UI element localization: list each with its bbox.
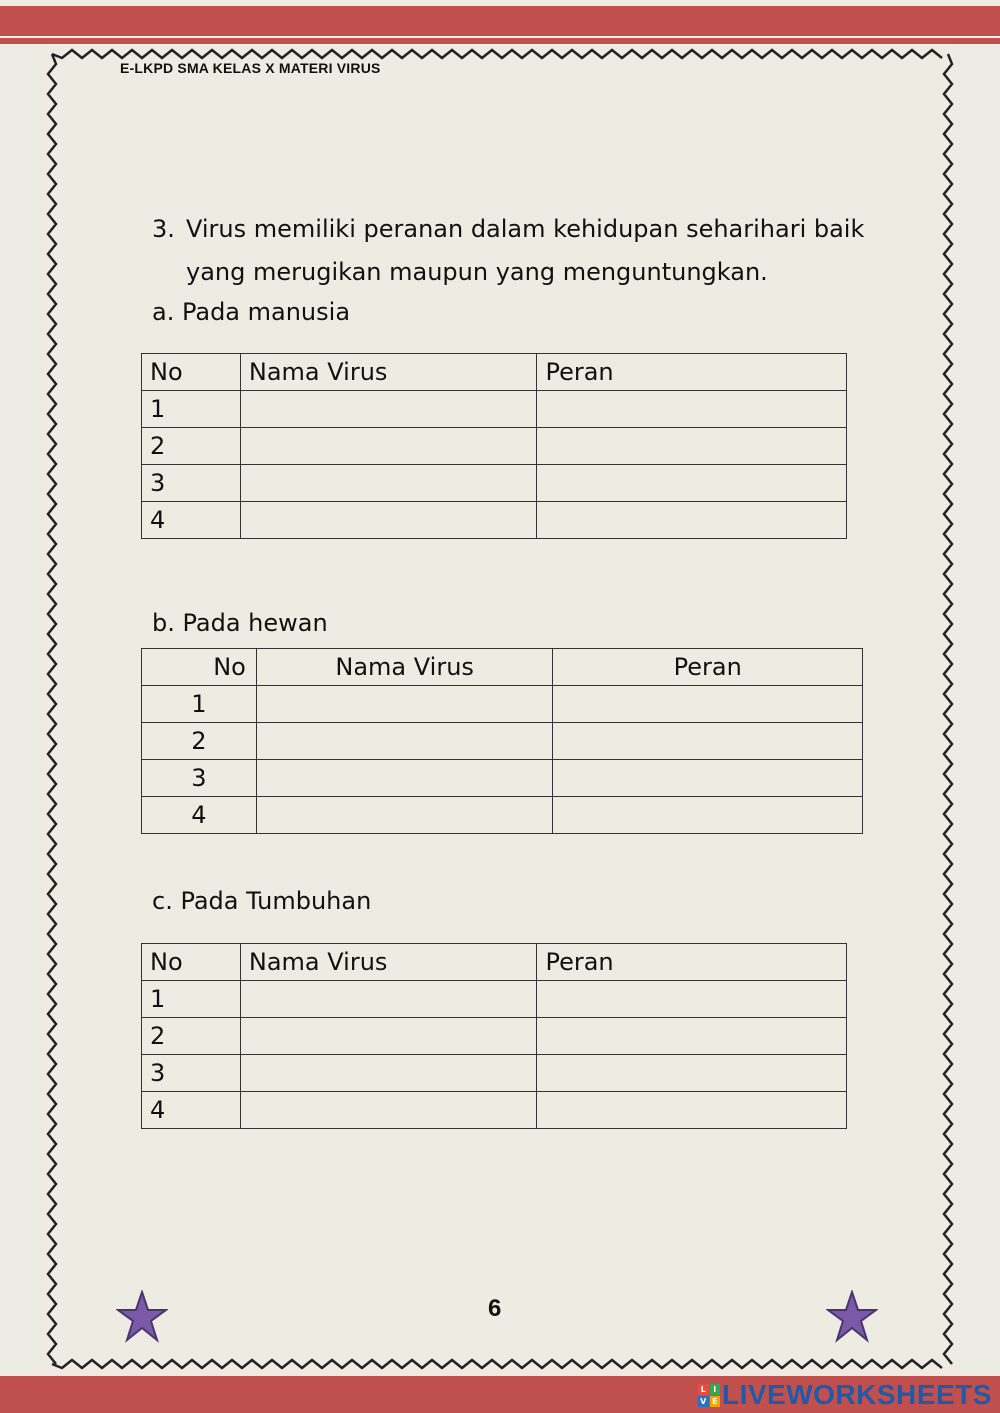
header-virus-name: Nama Virus: [240, 944, 537, 981]
role-cell[interactable]: [553, 760, 863, 797]
section-c-label: c. Pada Tumbuhan: [152, 887, 372, 915]
virus-name-cell[interactable]: [256, 686, 553, 723]
table-row: [142, 760, 863, 797]
virus-name-cell[interactable]: [256, 760, 553, 797]
border-zigzag: [52, 50, 942, 58]
header-virus-name: Nama Virus: [256, 649, 553, 686]
row-number: 3: [142, 760, 257, 797]
role-cell[interactable]: [537, 1055, 847, 1092]
table-row: [142, 686, 863, 723]
logo-text: LIVEWORKSHEETS: [722, 1379, 992, 1410]
role-cell[interactable]: [553, 797, 863, 834]
role-cell[interactable]: [537, 465, 847, 502]
header-role: Peran: [537, 354, 847, 391]
row-number: 4: [142, 1092, 241, 1129]
role-cell[interactable]: [537, 502, 847, 539]
page-number: 6: [488, 1295, 502, 1322]
virus-name-cell[interactable]: [240, 1018, 537, 1055]
virus-name-cell[interactable]: [240, 428, 537, 465]
row-number: 1: [142, 686, 257, 723]
row-number: 3: [142, 1055, 241, 1092]
role-cell[interactable]: [553, 723, 863, 760]
row-number: 3: [142, 465, 241, 502]
star-left-icon: [116, 1290, 168, 1344]
table-row: [142, 1018, 847, 1055]
table-row: [142, 981, 847, 1018]
table-row: [142, 502, 847, 539]
role-cell[interactable]: [553, 686, 863, 723]
top-band: [0, 0, 1000, 44]
table-human: [141, 353, 847, 539]
virus-name-cell[interactable]: [240, 981, 537, 1018]
row-number: 2: [142, 723, 257, 760]
table-row: [142, 797, 863, 834]
row-number: 2: [142, 428, 241, 465]
question-text: Virus memiliki peranan dalam kehidupan seharihari baik yang merugikan maupun yang menguntungkan.: [186, 215, 865, 286]
border-zigzag: [48, 54, 56, 1364]
row-number: 4: [142, 502, 241, 539]
header-virus-name: Nama Virus: [240, 354, 537, 391]
virus-name-cell[interactable]: [240, 1092, 537, 1129]
table-row: [142, 428, 847, 465]
table-plant: [141, 943, 847, 1129]
virus-name-cell[interactable]: [256, 797, 553, 834]
question-number: 3.: [152, 215, 175, 243]
header-no: No: [142, 649, 257, 686]
row-number: 4: [142, 797, 257, 834]
table-row: [142, 391, 847, 428]
table-header-row: [142, 354, 847, 391]
virus-name-cell[interactable]: [240, 502, 537, 539]
table-header-row: [142, 649, 863, 686]
question-3: [152, 208, 892, 294]
role-cell[interactable]: [537, 1092, 847, 1129]
virus-name-cell[interactable]: [240, 1055, 537, 1092]
border-zigzag: [52, 1360, 942, 1368]
virus-name-cell[interactable]: [240, 391, 537, 428]
logo-mark-icon: L I V E: [698, 1384, 720, 1406]
table-row: [142, 465, 847, 502]
table-row: [142, 1055, 847, 1092]
table-animal: [141, 648, 863, 834]
header-role: Peran: [553, 649, 863, 686]
row-number: 2: [142, 1018, 241, 1055]
table-header-row: [142, 944, 847, 981]
header-role: Peran: [537, 944, 847, 981]
table-row: [142, 723, 863, 760]
table-row: [142, 1092, 847, 1129]
section-a-label: a. Pada manusia: [152, 298, 351, 326]
border-zigzag: [944, 54, 952, 1364]
header-no: No: [142, 354, 241, 391]
star-right-icon: [826, 1290, 878, 1344]
row-number: 1: [142, 391, 241, 428]
role-cell[interactable]: [537, 1018, 847, 1055]
role-cell[interactable]: [537, 981, 847, 1018]
header-no: No: [142, 944, 241, 981]
liveworksheets-logo[interactable]: [698, 1379, 992, 1411]
row-number: 1: [142, 981, 241, 1018]
virus-name-cell[interactable]: [256, 723, 553, 760]
virus-name-cell[interactable]: [240, 465, 537, 502]
document-header: E-LKPD SMA KELAS X MATERI VIRUS: [120, 60, 381, 76]
role-cell[interactable]: [537, 391, 847, 428]
section-b-label: b. Pada hewan: [152, 609, 328, 637]
role-cell[interactable]: [537, 428, 847, 465]
